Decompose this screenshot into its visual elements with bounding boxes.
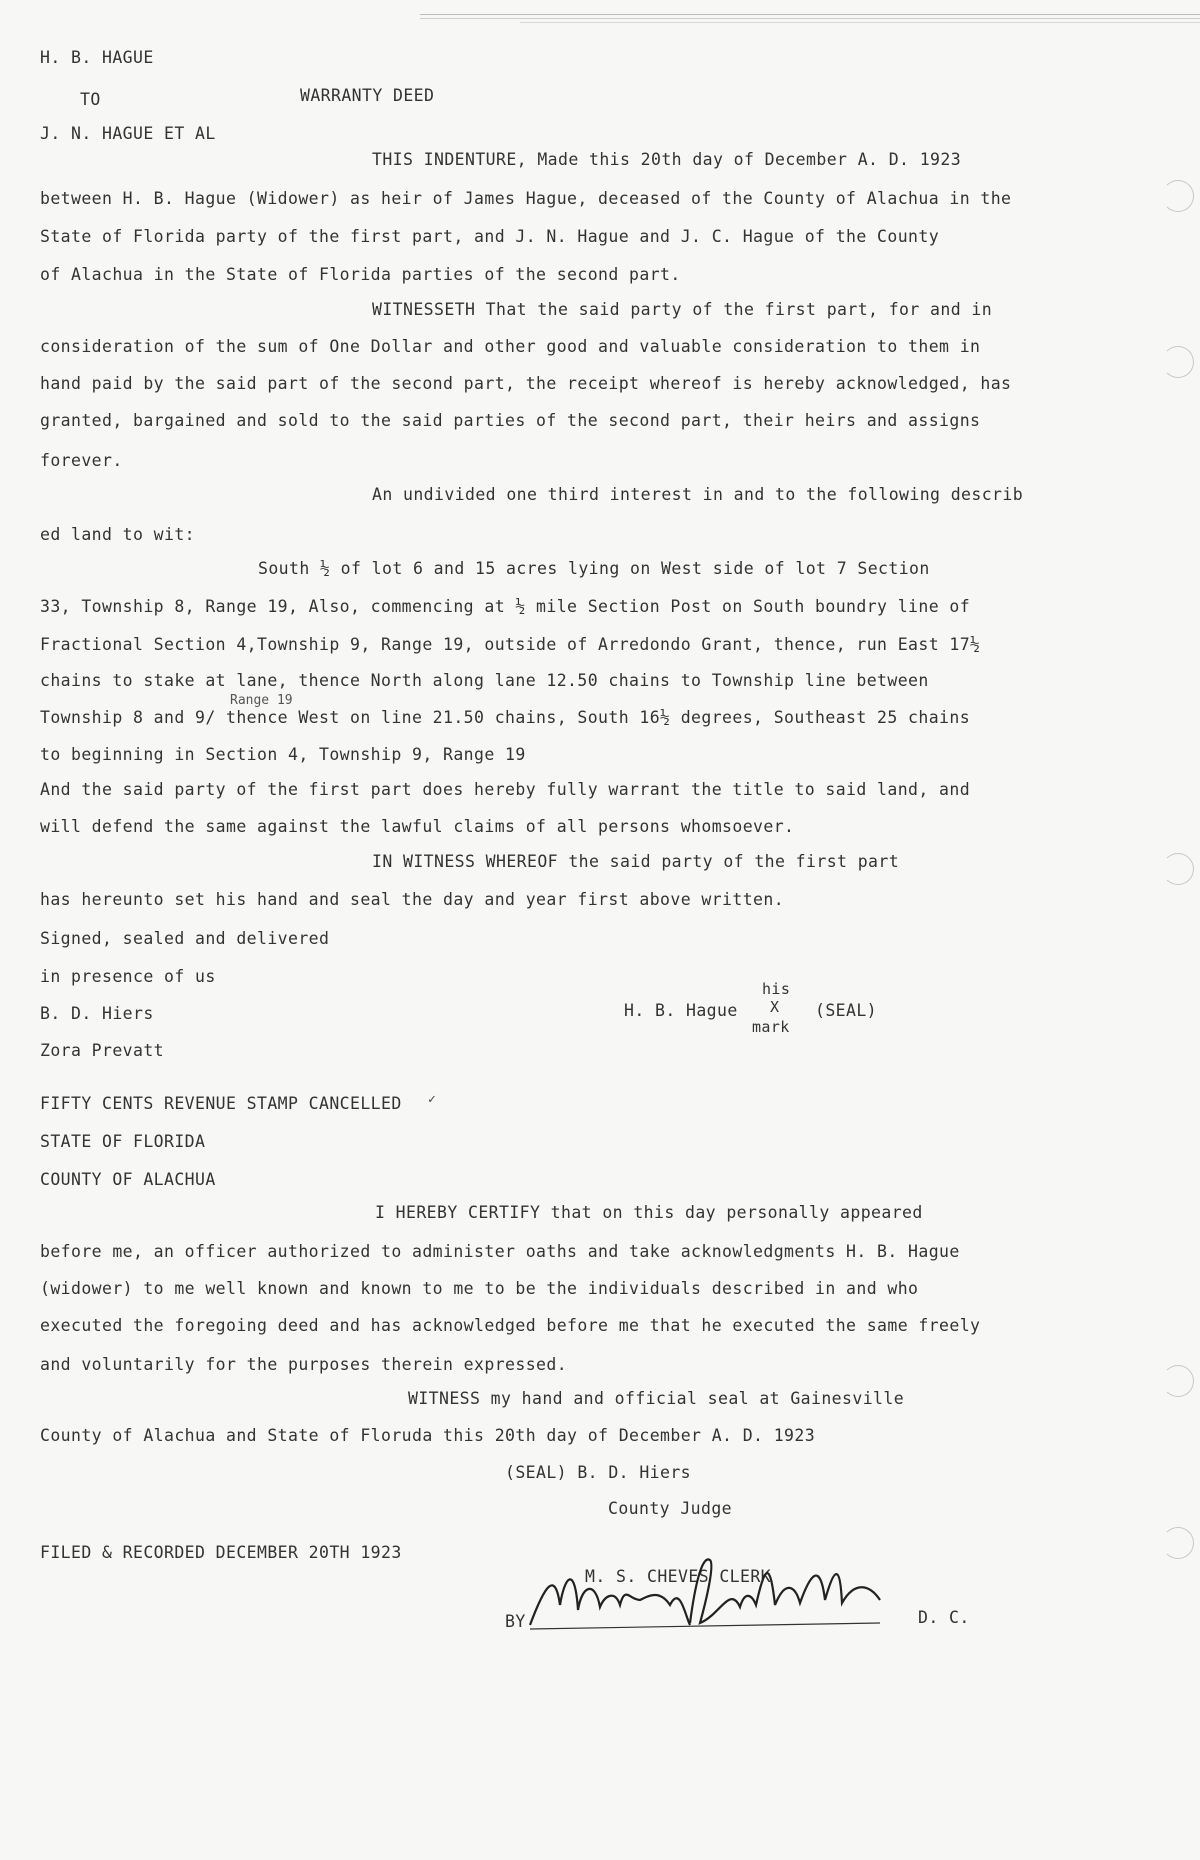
handwritten-insert: Range 19 [230, 693, 293, 708]
ack-line: FIFTY CENTS REVENUE STAMP CANCELLED [40, 1094, 402, 1113]
body-line: And the said party of the first part does hereby fully warrant the title to said land, and [40, 780, 971, 799]
body-line: chains to stake at lane, thence North along lane 12.50 chains to Township line between [40, 671, 929, 690]
check-mark: ✓ [428, 1092, 436, 1107]
body-line: IN WITNESS WHEREOF the said party of the first part [372, 852, 900, 871]
mark-label: mark [752, 1018, 790, 1036]
punch-hole [1162, 1365, 1194, 1397]
punch-hole [1162, 346, 1194, 378]
body-line: 33, Township 8, Range 19, Also, commencing at ½ mile Section Post on South boundry line of [40, 597, 971, 616]
witness-name: Zora Prevatt [40, 1041, 165, 1060]
ack-line: executed the foregoing deed and has acknowledged before me that he executed the same freely [40, 1316, 981, 1335]
mark-his: his [762, 980, 791, 998]
body-line: between H. B. Hague (Widower) as heir of James Hague, deceased of the County of Alachua in the [40, 189, 1012, 208]
witness-name: B. D. Hiers [40, 1004, 154, 1023]
ack-line: (SEAL) B. D. Hiers [505, 1463, 692, 1482]
body-line: of Alachua in the State of Florida parties of the second part. [40, 265, 681, 284]
body-line: An undivided one third interest in and to the following describ [372, 485, 1024, 504]
ack-line: before me, an officer authorized to administer oaths and take acknowledgments H. B. Hague [40, 1242, 960, 1261]
punch-hole [1162, 853, 1194, 885]
document-title: WARRANTY DEED [300, 86, 435, 105]
seal-label: (SEAL) [815, 1001, 878, 1020]
signer-name: H. B. Hague [624, 1001, 738, 1020]
body-line: granted, bargained and sold to the said parties of the second part, their heirs and assigns [40, 411, 981, 430]
body-line: forever. [40, 451, 123, 470]
ack-line: (widower) to me well known and known to me to be the individuals described in and who [40, 1279, 919, 1298]
ack-line: County of Alachua and State of Floruda this 20th day of December A. D. 1923 [40, 1426, 816, 1445]
ack-line: STATE OF FLORIDA [40, 1132, 206, 1151]
filing-recorded: FILED & RECORDED DECEMBER 20TH 1923 [40, 1543, 402, 1562]
ack-line: COUNTY OF ALACHUA [40, 1170, 216, 1189]
mark-x: X [770, 998, 780, 1016]
top-edge-lines [0, 0, 1200, 40]
body-line: ed land to wit: [40, 525, 196, 544]
ack-line: WITNESS my hand and official seal at Gainesville [408, 1389, 905, 1408]
body-line: to beginning in Section 4, Township 9, Range 19 [40, 745, 526, 764]
clerk-name: M. S. CHEVES CLERK [585, 1567, 772, 1586]
body-line: Township 8 and 9/ thence West on line 21.50 chains, South 16½ degrees, Southeast 25 chains [40, 708, 971, 727]
body-line: hand paid by the said part of the second part, the receipt whereof is hereby acknowledged, has [40, 374, 1012, 393]
ack-line: I HEREBY CERTIFY that on this day personally appeared [375, 1203, 923, 1222]
to-label: TO [80, 90, 101, 109]
body-line: will defend the same against the lawful claims of all persons whomsoever. [40, 817, 795, 836]
grantee-name: J. N. HAGUE ET AL [40, 124, 216, 143]
body-line: THIS INDENTURE, Made this 20th day of December A. D. 1923 [372, 150, 962, 169]
body-line: consideration of the sum of One Dollar and other good and valuable consideration to them in [40, 337, 981, 356]
body-line: State of Florida party of the first part, and J. N. Hague and J. C. Hague of the County [40, 227, 940, 246]
deputy-clerk-signature [520, 1545, 900, 1640]
body-line: in presence of us [40, 967, 216, 986]
punch-hole [1162, 180, 1194, 212]
ack-line: County Judge [608, 1499, 733, 1518]
by-label: BY [505, 1612, 526, 1631]
body-line: South ½ of lot 6 and 15 acres lying on West side of lot 7 Section [258, 559, 930, 578]
body-line: Fractional Section 4,Township 9, Range 19, outside of Arredondo Grant, thence, run East 17½ [40, 635, 981, 654]
grantor-name: H. B. HAGUE [40, 48, 154, 67]
ack-line: and voluntarily for the purposes therein expressed. [40, 1355, 568, 1374]
body-line: Signed, sealed and delivered [40, 929, 330, 948]
punch-hole [1162, 1527, 1194, 1559]
body-line: WITNESSETH That the said party of the first part, for and in [372, 300, 993, 319]
dc-label: D. C. [918, 1608, 970, 1627]
body-line: has hereunto set his hand and seal the day and year first above written. [40, 890, 785, 909]
